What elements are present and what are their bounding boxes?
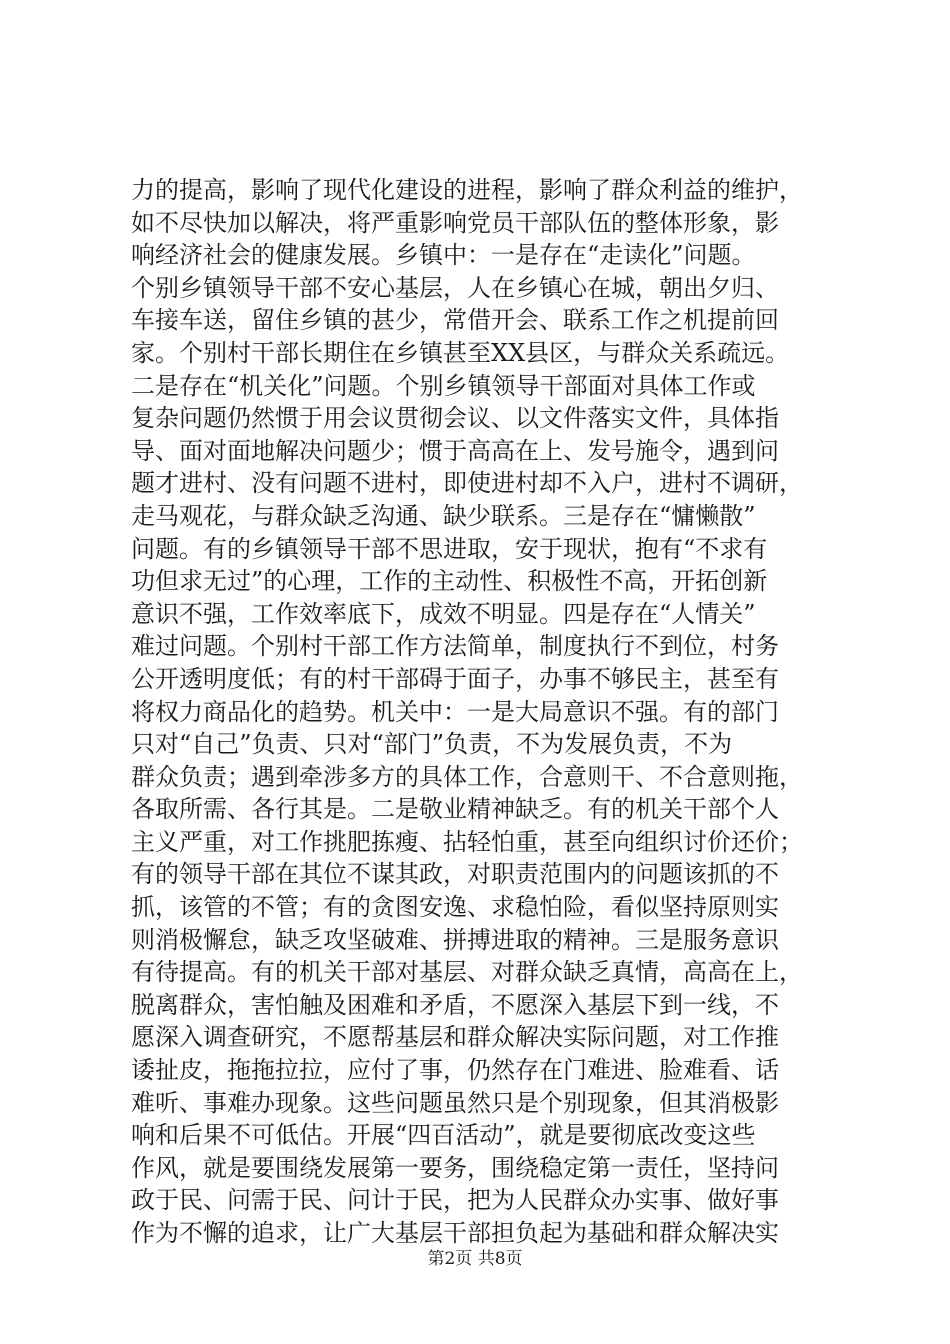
text-line: 复杂问题仍然惯于用会议贯彻会议、以文件落实文件，具体指	[131, 404, 779, 433]
text-line: 作为不懈的追求，让广大基层干部担负起为基础和群众解决实	[131, 1219, 779, 1247]
text-line: 政于民、问需于民、问计于民，把为人民群众办实事、做好事	[131, 1186, 779, 1215]
text-line: 则消极懈怠，缺乏攻坚破难、拼搏进取的精神。三是服务意识	[131, 925, 779, 954]
text-line: 响和后果不可低估。开展“四百活动”，就是要彻底改变这些	[131, 1121, 756, 1150]
text-line: 脱离群众，害怕触及困难和矛盾，不愿深入基层下到一线，不	[131, 990, 779, 1019]
text-line: 抓，该管的不管；有的贪图安逸、求稳怕险，看似坚持原则实	[131, 893, 779, 922]
text-line: 将权力商品化的趋势。机关中：一是大局意识不强。有的部门	[131, 697, 779, 726]
text-line: 有的领导干部在其位不谋其政，对职责范围内的问题该抓的不	[131, 860, 779, 889]
text-line: 功但求无过”的心理，工作的主动性、积极性不高，开拓创新	[131, 567, 768, 596]
text-line: 走马观花，与群众缺乏沟通、缺少联系。三是存在“慵懒散”	[131, 501, 756, 530]
text-line: 诿扯皮，拖拖拉拉，应付了事，仍然存在门难进、脸难看、话	[131, 1056, 779, 1085]
text-line: 有待提高。有的机关干部对基层、对群众缺乏真情，高高在上，	[131, 958, 803, 987]
text-line: 意识不强，工作效率底下，成效不明显。四是存在“人情关”	[131, 599, 756, 628]
text-line: 各取所需、各行其是。二是敬业精神缺乏。有的机关干部个人	[131, 795, 779, 824]
text-line: 个别乡镇领导干部不安心基层，人在乡镇心在城，朝出夕归、	[131, 273, 779, 302]
text-line: 如不尽快加以解决，将严重影响党员干部队伍的整体形象，影	[131, 208, 779, 237]
text-line: 题才进村、没有问题不进村，即使进村却不入户，进村不调研，	[131, 469, 803, 498]
text-line: 作风，就是要围绕发展第一要务，围绕稳定第一责任，坚持问	[131, 1153, 779, 1182]
text-line: 二是存在“机关化”问题。个别乡镇领导干部面对具体工作或	[131, 371, 756, 400]
text-line: 主义严重，对工作挑肥拣瘦、拈轻怕重，甚至向组织讨价还价；	[131, 827, 803, 856]
body-paragraph	[131, 174, 831, 1250]
text-line: 只对“自己”负责、只对“部门”负责，不为发展负责，不为	[131, 730, 733, 759]
text-line: 难过问题。个别村干部工作方法简单，制度执行不到位，村务	[131, 632, 779, 661]
text-line: 家。个别村干部长期住在乡镇甚至XX县区，与群众关系疏远。	[131, 338, 790, 367]
text-line: 难听、事难办现象。这些问题虽然只是个别现象，但其消极影	[131, 1088, 779, 1117]
text-line: 问题。有的乡镇领导干部不思进取，安于现状，抱有“不求有	[131, 534, 768, 563]
text-line: 导、面对面地解决问题少；惯于高高在上、发号施令，遇到问	[131, 436, 779, 465]
text-line: 群众负责；遇到牵涉多方的具体工作，合意则干、不合意则拖，	[131, 762, 803, 791]
text-line: 力的提高，影响了现代化建设的进程，影响了群众利益的维护，	[131, 176, 803, 204]
text-line: 公开透明度低；有的村干部碍于面子，办事不够民主，甚至有	[131, 664, 779, 693]
text-line: 响经济社会的健康发展。乡镇中：一是存在“走读化”问题。	[131, 241, 756, 270]
text-line: 愿深入调查研究，不愿帮基层和群众解决实际问题，对工作推	[131, 1023, 779, 1052]
text-line: 车接车送，留住乡镇的甚少，常借开会、联系工作之机提前回	[131, 306, 779, 335]
page-footer: 第2页 共8页	[427, 1249, 523, 1269]
